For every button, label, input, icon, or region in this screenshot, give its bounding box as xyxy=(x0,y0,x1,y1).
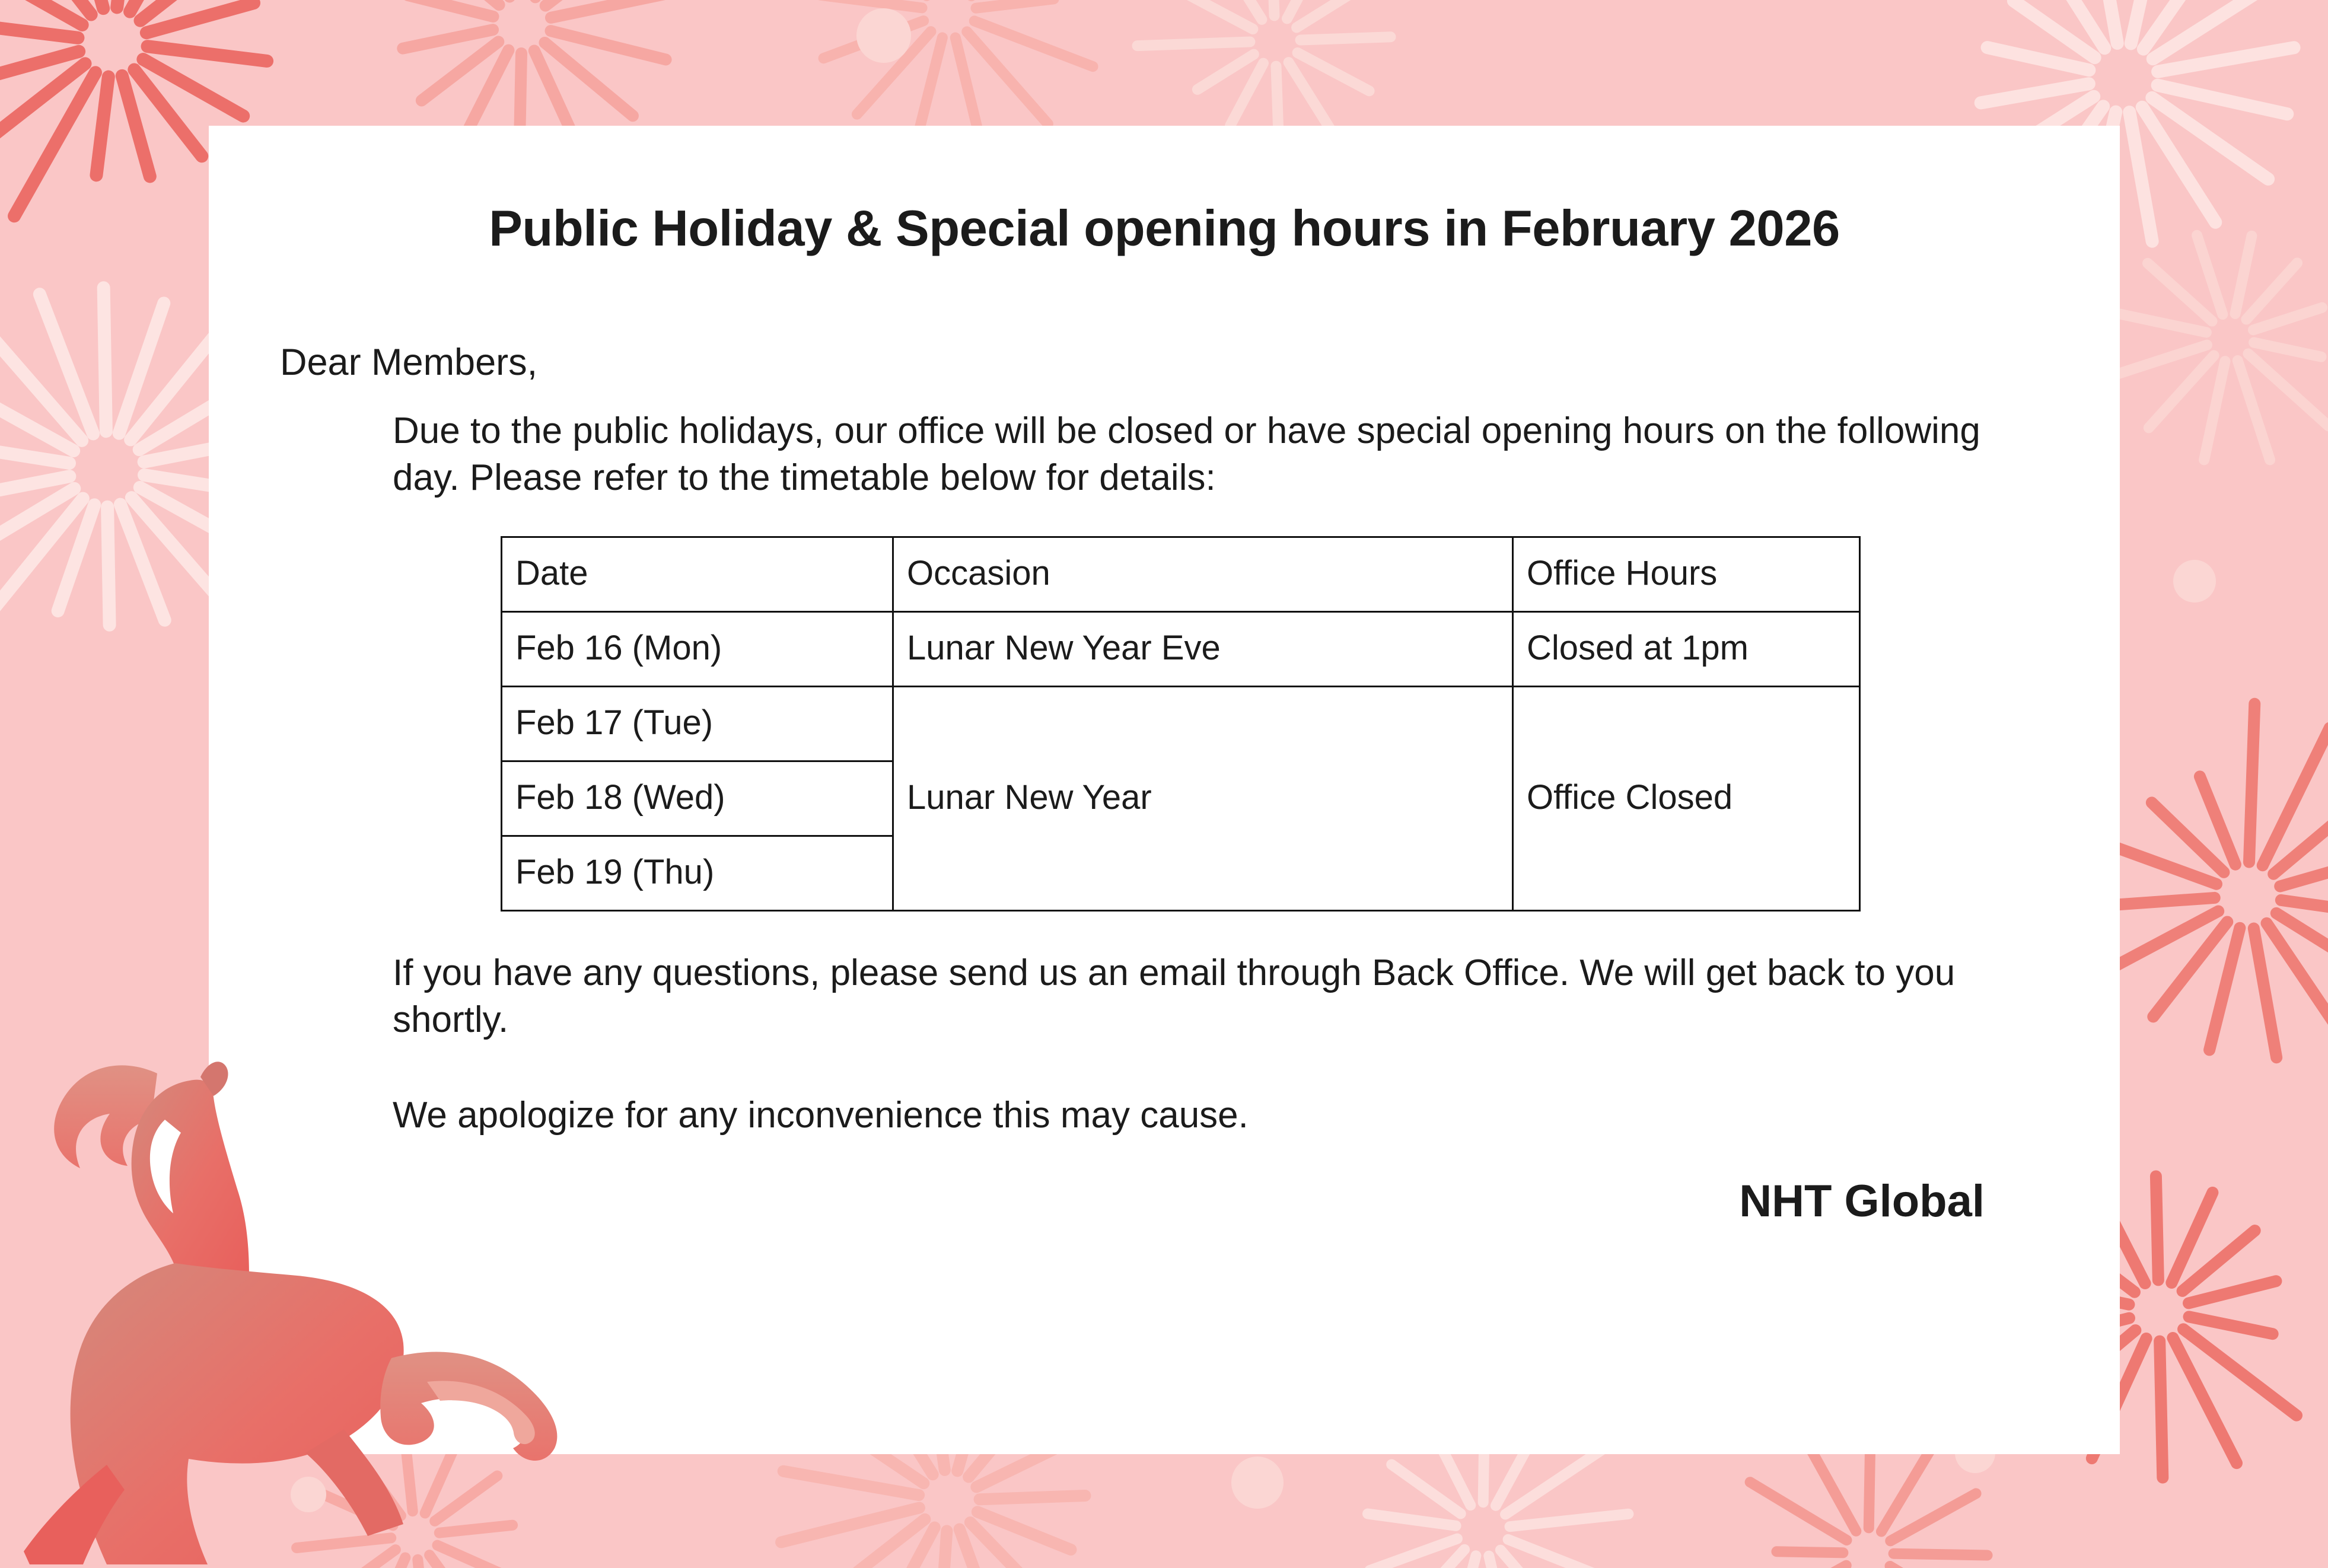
schedule-table xyxy=(501,536,1861,912)
table-header-row xyxy=(502,537,1860,611)
column-header-date: Date xyxy=(502,537,893,611)
cell-occasion: Lunar New Year Eve xyxy=(893,611,1513,686)
schedule-table-wrapper xyxy=(501,536,2120,912)
decorative-dot-icon xyxy=(856,8,911,63)
closing-paragraph: If you have any questions, please send us an email through Back Office. We will get back to you shortly. xyxy=(393,952,1956,1041)
decorative-dot-icon xyxy=(1231,1457,1284,1509)
table-row xyxy=(502,611,1860,686)
horse-illustration xyxy=(12,1050,712,1566)
intro-paragraph: Due to the public holidays, our office will be closed or have special opening hours on the following day. Please refer to the timetable below for details: xyxy=(393,410,1980,499)
cell-occasion: Lunar New Year xyxy=(893,686,1513,910)
cell-hours: Office Closed xyxy=(1513,686,1860,910)
apology-paragraph: We apologize for any inconvenience this may cause. xyxy=(393,1095,1249,1136)
page-title: Public Holiday & Special opening hours in February 2026 xyxy=(489,200,1840,257)
salutation: Dear Members, xyxy=(280,342,538,383)
cell-date: Feb 19 (Thu) xyxy=(502,836,893,910)
column-header-hours: Office Hours xyxy=(1513,537,1860,611)
table-row xyxy=(502,686,1860,761)
column-header-occasion: Occasion xyxy=(893,537,1513,611)
cell-hours: Closed at 1pm xyxy=(1513,611,1860,686)
cell-date: Feb 17 (Tue) xyxy=(502,686,893,761)
signature: NHT Global xyxy=(1739,1176,1985,1227)
cell-date: Feb 18 (Wed) xyxy=(502,761,893,836)
cell-date: Feb 16 (Mon) xyxy=(502,611,893,686)
decorative-dot-icon xyxy=(2173,560,2216,603)
